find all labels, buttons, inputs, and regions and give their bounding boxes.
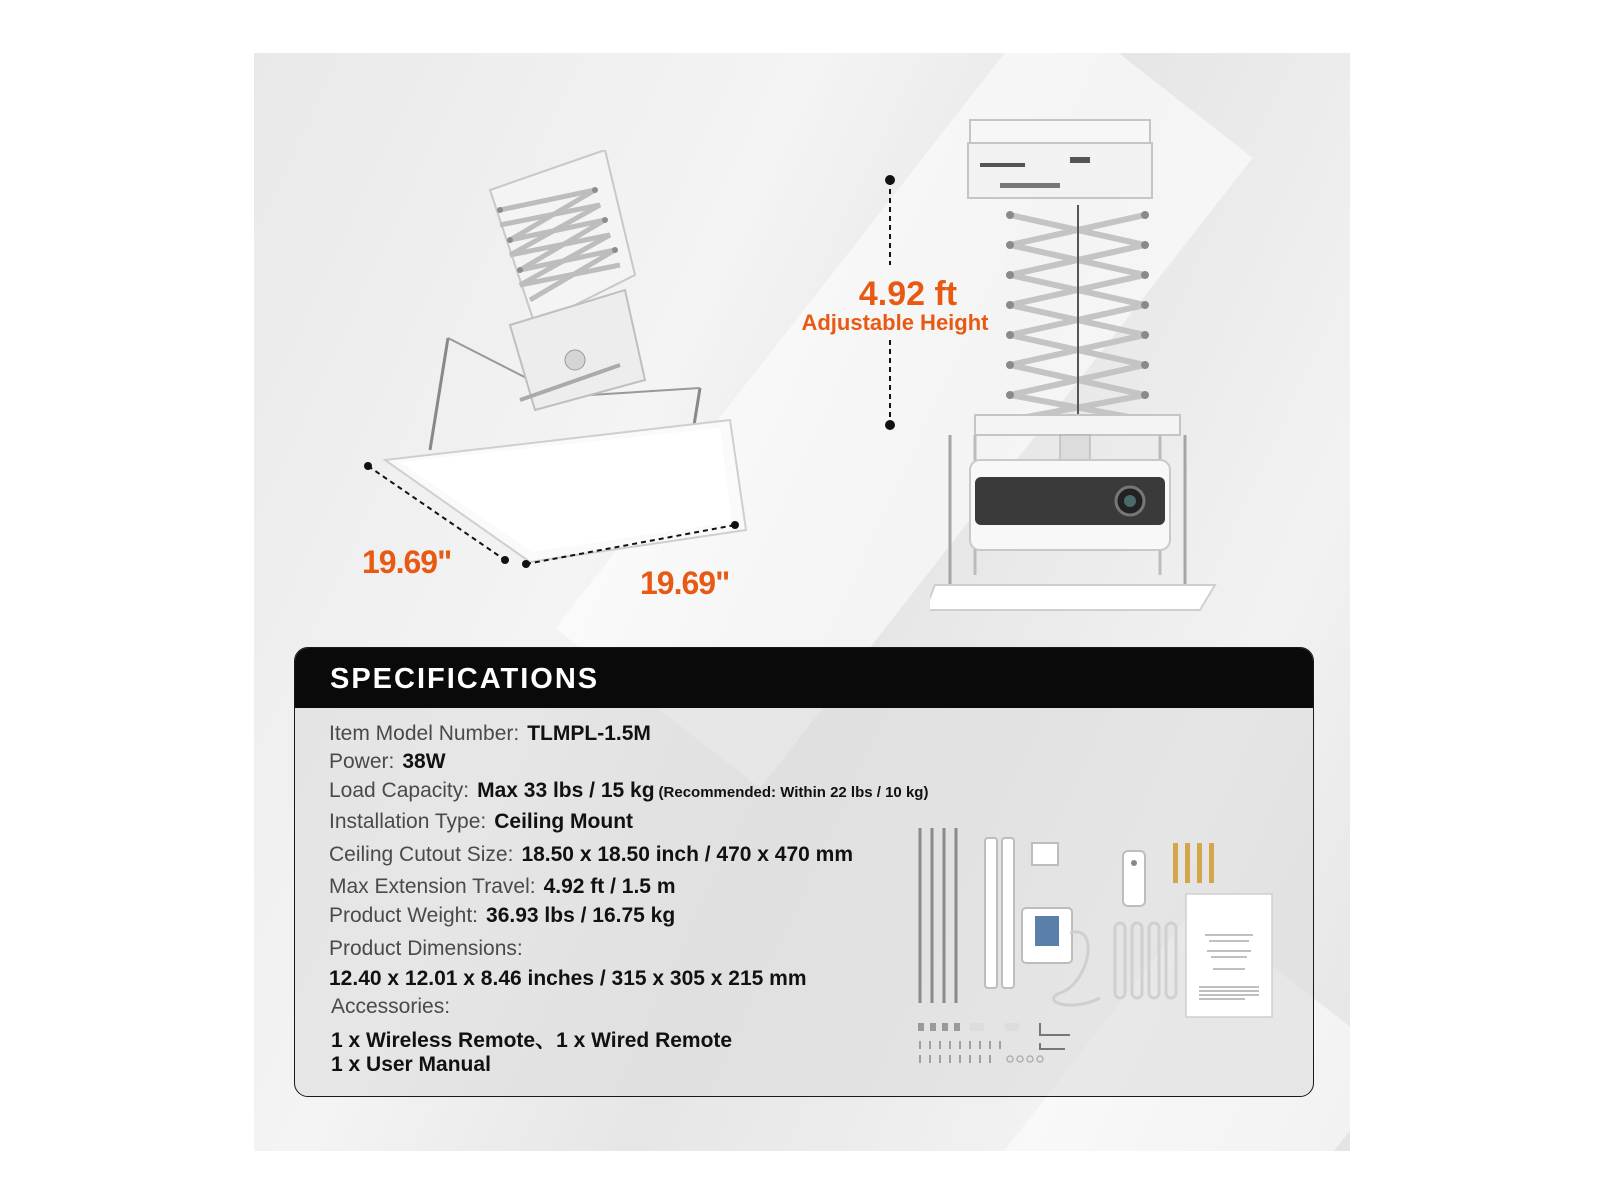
width-dimension-left: 19.69" bbox=[362, 544, 452, 580]
spec-accessories-line-2: 1 x User Manual bbox=[331, 1053, 491, 1076]
spec-value: 18.50 x 18.50 inch / 470 x 470 mm bbox=[521, 843, 853, 866]
spec-accessories-line-1: 1 x Wireless Remote、1 x Wired Remote bbox=[331, 1029, 733, 1052]
spec-label: Accessories: bbox=[331, 995, 451, 1018]
spec-row-weight bbox=[329, 904, 675, 928]
spec-note: (Recommended: Within 22 lbs / 10 kg) bbox=[658, 784, 929, 801]
spec-value: Max 33 lbs / 15 kg bbox=[477, 779, 655, 802]
spec-row-dimensions-label bbox=[329, 937, 523, 961]
spec-row-installation bbox=[329, 810, 633, 834]
spec-label: Ceiling Cutout Size: bbox=[329, 843, 514, 866]
spec-label: Product Dimensions: bbox=[329, 937, 523, 960]
spec-dimensions-value: 12.40 x 12.01 x 8.46 inches / 315 x 305 x 215 mm bbox=[329, 967, 807, 990]
height-label: Adjustable Height bbox=[801, 310, 989, 335]
specifications-title: SPECIFICATIONS bbox=[295, 648, 1313, 708]
spec-row-power bbox=[329, 750, 446, 774]
spec-value: 4.92 ft / 1.5 m bbox=[543, 875, 676, 898]
user-manual-icon bbox=[1185, 893, 1273, 1018]
spec-row-accessories-label bbox=[331, 995, 450, 1019]
spec-label: Max Extension Travel: bbox=[329, 875, 536, 898]
height-value: 4.92 ft bbox=[858, 275, 958, 313]
specifications-panel bbox=[294, 647, 1314, 1097]
spec-label: Product Weight: bbox=[329, 904, 479, 927]
spec-label: Load Capacity: bbox=[329, 779, 470, 802]
spec-label: Installation Type: bbox=[329, 810, 487, 833]
spec-value: Ceiling Mount bbox=[494, 810, 634, 833]
projector-lift-front-icon bbox=[930, 115, 1230, 615]
spec-value: 36.93 lbs / 16.75 kg bbox=[486, 904, 676, 927]
spec-value: 38W bbox=[402, 750, 446, 773]
spec-row-extension bbox=[329, 875, 676, 899]
spec-row-load bbox=[329, 779, 928, 803]
spec-value: TLMPL-1.5M bbox=[527, 722, 651, 745]
spec-row-model bbox=[329, 722, 651, 746]
spec-label: Power: bbox=[329, 750, 395, 773]
projector-lift-tilted-icon bbox=[360, 150, 780, 590]
spec-row-cutout bbox=[329, 843, 853, 867]
width-dimension-right: 19.69" bbox=[640, 565, 730, 601]
spec-label: Item Model Number: bbox=[329, 722, 520, 745]
